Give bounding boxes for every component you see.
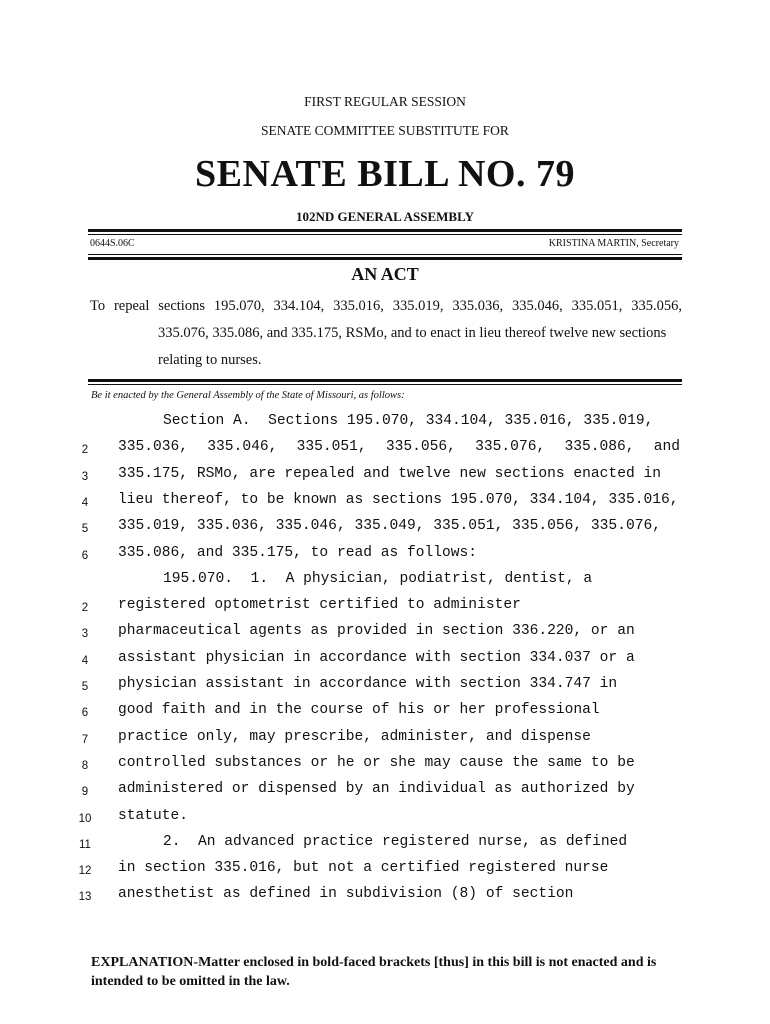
line-number: 10 bbox=[78, 812, 92, 825]
line-number: 7 bbox=[81, 733, 89, 746]
line-number: 2 bbox=[81, 602, 89, 615]
bill-line bbox=[0, 755, 770, 781]
line-text: 195.070. 1. A physician, podiatrist, dentist, a bbox=[163, 570, 593, 587]
bill-line bbox=[0, 518, 770, 544]
line-text: statute. bbox=[118, 807, 189, 824]
line-number: 5 bbox=[81, 681, 89, 693]
bill-title: SENATE BILL NO. 79 bbox=[195, 153, 575, 195]
line-number: 4 bbox=[81, 654, 89, 667]
act-title-line-3: relating to nurses. bbox=[158, 352, 262, 368]
bill-line bbox=[0, 860, 770, 886]
line-number: 6 bbox=[81, 707, 89, 720]
line-number: 3 bbox=[81, 470, 89, 483]
bill-line bbox=[0, 886, 770, 912]
bill-line bbox=[0, 545, 770, 571]
line-number: 3 bbox=[81, 628, 89, 641]
line-text: registered optometrist certified to administer bbox=[118, 597, 521, 614]
subheader-rule-thick bbox=[88, 257, 682, 260]
bill-line bbox=[0, 650, 770, 676]
line-text: in section 335.016, but not a certified registered nurse bbox=[118, 860, 609, 877]
act-title-line-2: 335.076, 335.086, and 335.175, RSMo, and to enact in lieu thereof twelve new sections bbox=[158, 325, 667, 341]
secretary-name: KRISTINA MARTIN, Secretary bbox=[548, 238, 679, 249]
line-text: Section A. Sections 195.070, 334.104, 335.016, 335.019, bbox=[163, 413, 654, 429]
bill-line bbox=[0, 781, 770, 807]
bill-line bbox=[0, 834, 770, 860]
line-text: controlled substances or he or she may cause the same to be bbox=[118, 754, 635, 771]
header-rule-thin bbox=[88, 234, 682, 235]
line-number: 9 bbox=[81, 786, 89, 799]
line-number: 11 bbox=[79, 838, 91, 851]
line-text: 335.175, RSMo, are repealed and twelve new sections enacted in bbox=[118, 465, 661, 482]
enacting-rule-thin bbox=[88, 384, 682, 385]
line-text: physician assistant in accordance with section 334.747 in bbox=[118, 676, 618, 692]
act-title bbox=[90, 293, 682, 374]
line-number: 13 bbox=[78, 891, 92, 904]
bill-line bbox=[0, 597, 770, 623]
bill-line bbox=[0, 808, 770, 834]
line-number: 6 bbox=[81, 549, 89, 562]
bill-line bbox=[0, 492, 770, 518]
line-text: practice only, may prescribe, administer, and dispense bbox=[118, 728, 591, 745]
line-text: pharmaceutical agents as provided in section 336.220, or an bbox=[118, 623, 635, 640]
line-text: administered or dispensed by an individual as authorized by bbox=[118, 781, 635, 798]
act-heading: AN ACT bbox=[351, 264, 419, 284]
assembly-heading: 102ND GENERAL ASSEMBLY bbox=[296, 209, 474, 224]
enacting-rule-thick bbox=[88, 379, 682, 382]
header-rule-thick bbox=[88, 229, 682, 232]
line-text: 335.036, 335.046, 335.051, 335.056, 335.076, 335.086, and bbox=[118, 439, 680, 456]
line-text: 335.086, and 335.175, to read as follows: bbox=[118, 544, 478, 561]
substitute-heading: SENATE COMMITTEE SUBSTITUTE FOR bbox=[261, 123, 509, 138]
line-text: good faith and in the course of his or her professional bbox=[118, 702, 600, 719]
bill-line bbox=[0, 676, 770, 702]
line-text: lieu thereof, to be known as sections 195.070, 334.104, 335.016, bbox=[118, 491, 679, 508]
bill-line bbox=[0, 702, 770, 728]
line-text: assistant physician in accordance with section 334.037 or a bbox=[118, 649, 635, 666]
bill-line bbox=[0, 413, 770, 439]
subheader-rule-thin bbox=[88, 254, 682, 255]
line-number: 12 bbox=[78, 865, 92, 878]
line-text: 335.019, 335.036, 335.046, 335.049, 335.051, 335.056, 335.076, bbox=[118, 518, 661, 535]
enacting-clause: Be it enacted by the General Assembly of the State of Missouri, as follows: bbox=[91, 390, 405, 401]
line-number: 8 bbox=[81, 759, 89, 772]
bill-line bbox=[0, 439, 770, 465]
line-text: 2. An advanced practice registered nurse, as defined bbox=[163, 833, 628, 850]
line-text: anesthetist as defined in subdivision (8) of section bbox=[118, 886, 574, 903]
bill-line bbox=[0, 571, 770, 597]
bill-code: 0644S.06C bbox=[90, 238, 135, 249]
explanation-note: EXPLANATION-Matter enclosed in bold-faced brackets [thus] in this bill is not enacted and is intended to be omitted in the law. bbox=[91, 955, 657, 989]
line-number: 2 bbox=[81, 444, 89, 457]
line-number: 5 bbox=[81, 523, 89, 536]
bill-line bbox=[0, 623, 770, 649]
act-title-line-1: To repeal sections 195.070, 334.104, 335.016, 335.019, 335.036, 335.046, 335.051, 335.056, bbox=[90, 298, 682, 314]
line-number: 4 bbox=[81, 496, 89, 509]
session-heading: FIRST REGULAR SESSION bbox=[304, 94, 466, 109]
bill-line bbox=[0, 729, 770, 755]
bill-line bbox=[0, 466, 770, 492]
